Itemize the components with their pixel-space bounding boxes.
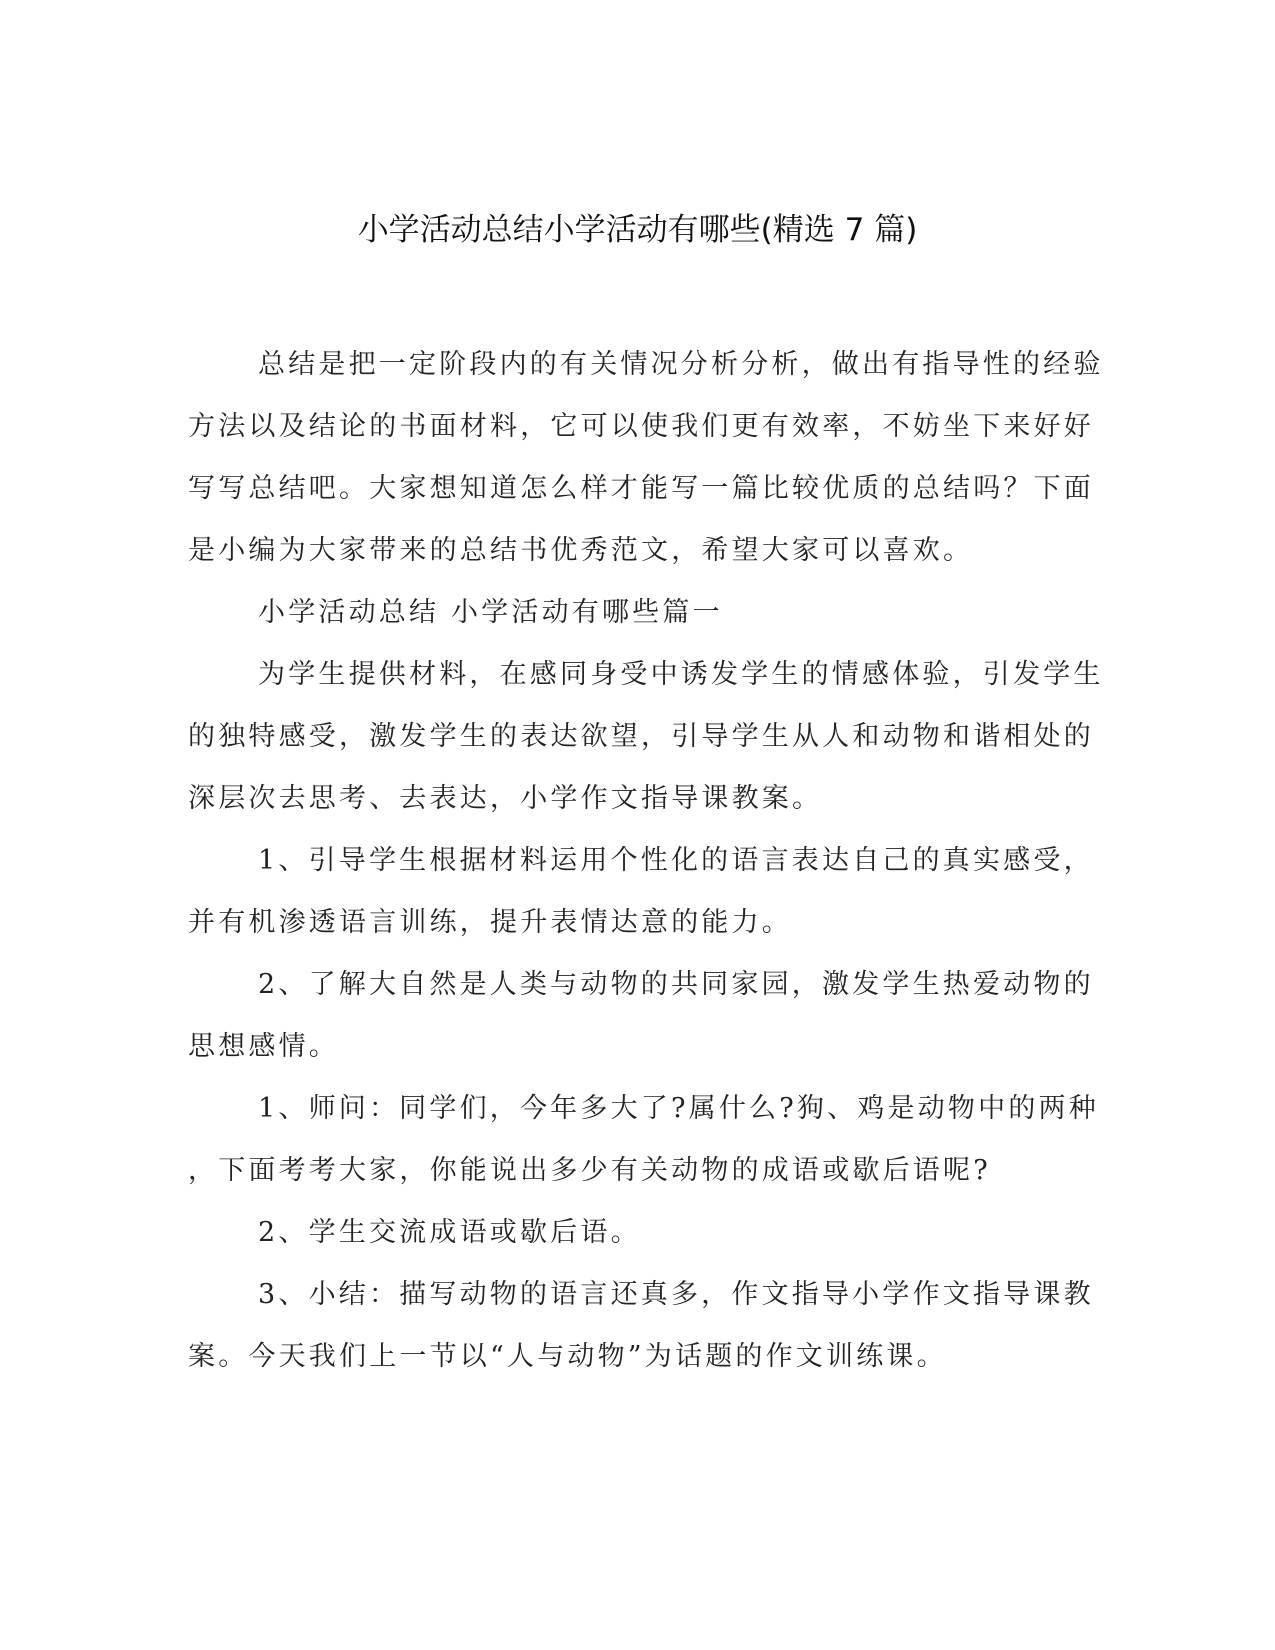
text-line: 1、引导学生根据材料运用个性化的语言表达自己的真实感受， [258, 845, 1094, 876]
text-line: 案。今天我们上一节以“人与动物”为话题的作文训练课。 [188, 1341, 947, 1372]
list-item-paragraph [188, 1078, 1099, 1202]
document-body [188, 334, 1104, 1388]
text-line: 并有机渗透语言训练，提升表情达意的能力。 [188, 907, 792, 938]
text-line: 写写总结吧。大家想知道怎么样才能写一篇比较优质的总结吗？下面 [188, 473, 1094, 504]
intro-paragraph [188, 334, 1104, 582]
text-line: ，下面考考大家，你能说出多少有关动物的成语或歇后语呢? [188, 1155, 991, 1186]
text-line: 是小编为大家带来的总结书优秀范文，希望大家可以喜欢。 [188, 535, 974, 566]
text-line: 小学活动总结 小学活动有哪些篇一 [258, 597, 723, 628]
text-line: 思想感情。 [188, 1031, 339, 1062]
text-line: 2、学生交流成语或歇后语。 [258, 1217, 641, 1248]
body-paragraph [188, 644, 1104, 830]
text-line: 2、了解大自然是人类与动物的共同家园，激发学生热爱动物的 [258, 969, 1094, 1000]
text-line: 方法以及结论的书面材料，它可以使我们更有效率，不妨坐下来好好 [188, 411, 1094, 442]
list-item-paragraph [188, 830, 1094, 954]
text-line: 3、小结：描写动物的语言还真多，作文指导小学作文指导课教 [258, 1279, 1094, 1310]
list-item-paragraph [188, 1264, 1094, 1388]
section-heading [188, 582, 1068, 644]
text-line: 总结是把一定阶段内的有关情况分析分析，做出有指导性的经验 [258, 349, 1104, 380]
text-line: 为学生提供材料，在感同身受中诱发学生的情感体验，引发学生 [258, 659, 1104, 690]
document-title: 小学活动总结小学活动有哪些(精选 7 篇) [357, 212, 918, 248]
text-line: 的独特感受，激发学生的表达欲望，引导学生从人和动物和谐相处的 [188, 721, 1094, 752]
list-item-paragraph [188, 954, 1094, 1078]
list-item-paragraph [188, 1202, 1068, 1264]
text-line: 深层次去思考、去表达，小学作文指导课教案。 [188, 783, 823, 814]
text-line: 1、师问：同学们，今年多大了?属什么?狗、鸡是动物中的两种 [258, 1093, 1099, 1124]
